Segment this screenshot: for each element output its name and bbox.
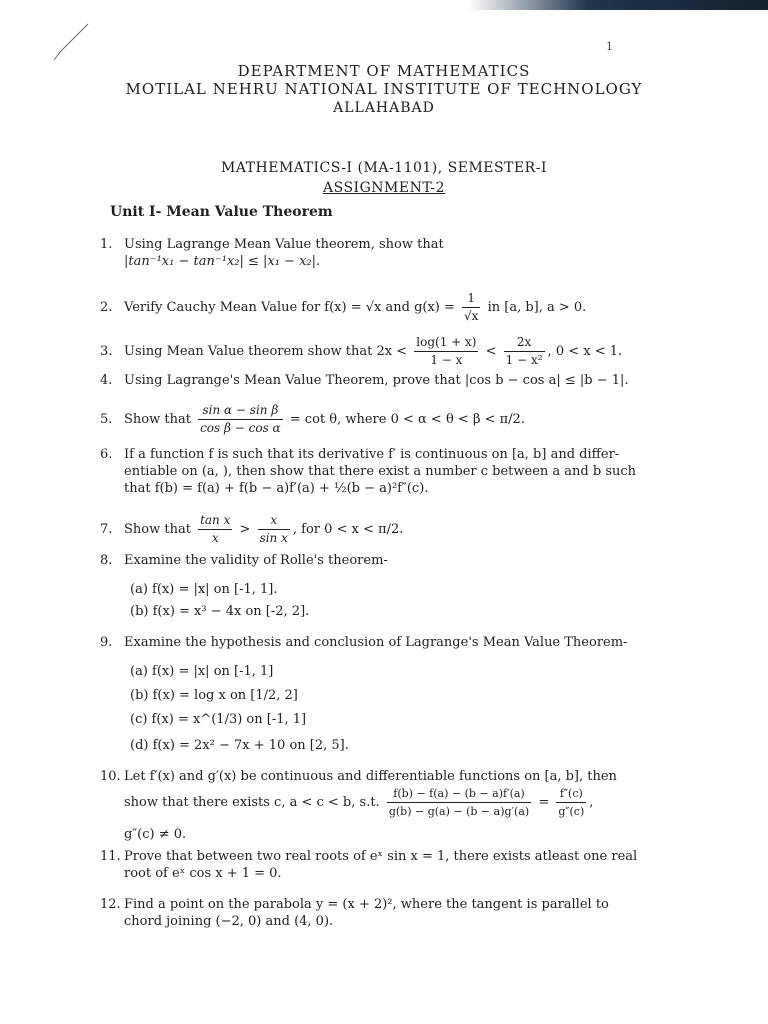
question-number: 6. [100,447,113,462]
question-4 [100,372,640,389]
fraction-denominator: g″(c) [558,805,585,818]
fraction-numerator: 1 [462,290,480,308]
question-number: 2. [100,300,113,315]
fraction-numerator: f(b) − f(a) − (b − a)f′(a) [387,785,531,803]
question-text-line2: entiable on (a, ), then show that there exist a number c between a and b such [124,464,637,479]
question-text: Show that [124,412,191,427]
fraction [556,785,586,820]
corner-shadow [468,0,768,10]
fraction-denominator: sin x [259,531,288,545]
question-8 [100,552,640,569]
institute-heading: MOTILAL NEHRU NATIONAL INSTITUTE OF TECHNOLOGY [125,80,643,98]
question-text: Examine the hypothesis and conclusion of Lagrange's Mean Value Theorem- [124,635,628,650]
fraction-denominator: g(b) − g(a) − (b − a)g′(a) [388,805,530,818]
fraction-numerator: sin α − sin β [198,402,283,420]
fraction [198,512,232,547]
fraction [504,334,545,369]
question-number: 4. [100,373,113,388]
question-number: 1. [100,237,113,252]
question-text-pre: show that there exists c, a < c < b, s.t. [124,795,380,810]
question-formula: |tan⁻¹x₁ − tan⁻¹x₂| ≤ |x₁ − x₂|. [124,254,321,269]
question-9-part-d: (d) f(x) = 2x² − 7x + 10 on [2, 5]. [130,738,349,753]
fraction [387,785,531,820]
inequality-sign: > [239,522,251,537]
question-text-tail: , 0 < x < 1. [547,344,623,359]
fraction-numerator: f″(c) [556,785,586,803]
question-text-line2 [100,785,660,820]
fraction-denominator: √x [464,309,479,323]
question-text: Verify Cauchy Mean Value for f(x) = √x and g(x) = [124,300,455,315]
question-text-tail: , for 0 < x < π/2. [292,522,404,537]
question-text: Using Mean Value theorem show that 2x < [124,344,408,359]
question-number: 5. [100,412,113,427]
fraction-denominator: 1 − x [430,353,463,367]
question-7 [100,512,640,547]
department-heading: DEPARTMENT OF MATHEMATICS [237,62,531,80]
fraction-denominator: x [211,531,219,545]
assignment-title: ASSIGNMENT-2 [323,180,445,196]
fraction [198,402,283,437]
fraction-numerator: log(1 + x) [414,334,478,352]
question-number: 8. [100,553,113,568]
question-text: Let f′(x) and g′(x) be continuous and differentiable functions on [a, b], then [124,769,617,784]
question-2 [100,290,640,325]
question-9-part-a: (a) f(x) = |x| on [-1, 1] [130,664,274,679]
course-title: MATHEMATICS-I (MA-1101), SEMESTER-I [221,160,547,176]
question-12 [100,896,660,930]
question-text: Using Lagrange's Mean Value Theorem, prove that |cos b − cos a| ≤ |b − 1|. [124,373,629,388]
fraction [258,512,290,547]
question-1 [100,236,640,270]
question-number: 12. [100,897,121,912]
question-number: 9. [100,635,113,650]
question-text-line2: chord joining (−2, 0) and (4, 0). [124,914,334,929]
question-text: Prove that between two real roots of eˣ sin x = 1, there exists atleast one real [124,849,638,864]
question-3 [100,334,640,369]
question-text: Using Lagrange Mean Value theorem, show that [124,237,444,252]
question-5 [100,402,640,437]
question-number: 10. [100,769,121,784]
question-text-line2: root of eˣ cos x + 1 = 0. [124,866,282,881]
question-11 [100,848,660,882]
question-9-part-c: (c) f(x) = x^(1/3) on [-1, 1] [130,712,307,727]
question-text: If a function f is such that its derivative f′ is continuous on [a, b] and differ- [124,447,620,462]
question-text-tail: in [a, b], a > 0. [487,300,587,315]
question-text: Show that [124,522,191,537]
question-9 [100,634,640,651]
question-number: 3. [100,344,113,359]
fraction-numerator: tan x [198,512,232,530]
question-text: Examine the validity of Rolle's theorem- [124,553,388,568]
fraction-denominator: 1 − x² [505,353,543,367]
question-number: 11. [100,849,121,864]
fraction-numerator: 2x [504,334,545,352]
question-text-tail: = cot θ, where 0 < α < θ < β < π/2. [289,412,525,427]
pen-tick-mark-icon [52,22,92,62]
question-text-line3: that f(b) = f(a) + f(b − a)f′(a) + ½(b − a)²f″(c). [124,481,429,496]
question-text: Find a point on the parabola y = (x + 2)², where the tangent is parallel to [124,897,609,912]
fraction [414,334,478,369]
unit-heading: Unit I- Mean Value Theorem [110,204,333,220]
equals-sign: = [538,795,550,810]
question-9-part-b: (b) f(x) = log x on [1/2, 2] [130,688,298,703]
question-6 [100,446,640,497]
city-heading: ALLAHABAD [333,100,435,116]
question-8-part-a: (a) f(x) = |x| on [-1, 1]. [130,582,278,597]
question-number: 7. [100,522,113,537]
question-text-line3: g″(c) ≠ 0. [124,827,187,842]
fraction [462,290,480,325]
question-text-tail: , [589,795,594,810]
page-number: 1 [606,40,613,53]
question-10 [100,768,660,843]
fraction-numerator: x [258,512,290,530]
fraction-denominator: cos β − cos α [200,421,281,435]
inequality-sign: < [485,344,497,359]
question-8-part-b: (b) f(x) = x³ − 4x on [-2, 2]. [130,604,310,619]
